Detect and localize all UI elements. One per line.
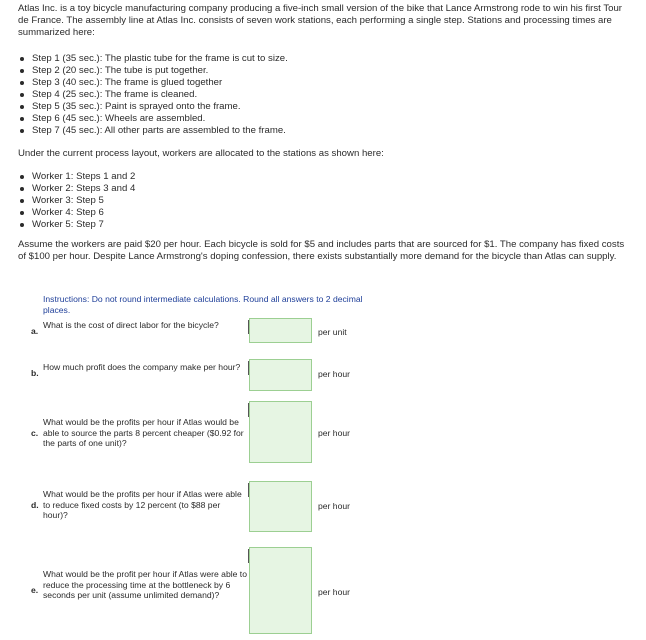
list-item: Step 5 (35 sec.): Paint is sprayed onto the frame. bbox=[18, 101, 288, 113]
question-letter: e. bbox=[31, 585, 39, 595]
assumptions-paragraph: Assume the workers are paid $20 per hour. Each bicycle is sold for $5 and includes parts that are sourced for $1. The company has fixed costs of $100 per hour. Despite Lance Armstrong's doping confession, there exists substantially more demand for the bicycle than Atlas can supply. bbox=[18, 239, 625, 262]
question-text: What is the cost of direct labor for the bicycle? bbox=[43, 320, 219, 330]
list-item: Step 2 (20 sec.): The tube is put together. bbox=[18, 65, 288, 77]
question-text: How much profit does the company make per hour? bbox=[43, 362, 241, 372]
question-letter: a. bbox=[31, 326, 39, 336]
unit-label: per hour bbox=[318, 501, 351, 511]
answer-input-e[interactable] bbox=[249, 547, 312, 634]
list-item: Worker 5: Step 7 bbox=[18, 219, 135, 231]
unit-label: per unit bbox=[318, 327, 347, 337]
answer-input-c[interactable] bbox=[249, 401, 312, 463]
unit-label: per hour bbox=[318, 369, 351, 379]
list-item: Step 1 (35 sec.): The plastic tube for the frame is cut to size. bbox=[18, 53, 288, 65]
question-text: What would be the profits per hour if Atlas were able to reduce fixed costs by 12 percent (to $88 per hour)? bbox=[43, 489, 242, 520]
list-item: Step 7 (45 sec.): All other parts are assembled to the frame. bbox=[18, 125, 288, 137]
list-item: Step 6 (45 sec.): Wheels are assembled. bbox=[18, 113, 288, 125]
question-d bbox=[31, 489, 251, 523]
allocation-paragraph: Under the current process layout, workers are allocated to the stations as shown here: bbox=[18, 148, 384, 159]
question-letter: c. bbox=[31, 428, 39, 438]
answer-input-a[interactable] bbox=[249, 318, 312, 343]
question-e bbox=[31, 569, 251, 613]
list-item: Worker 4: Step 6 bbox=[18, 207, 135, 219]
question-letter: d. bbox=[31, 500, 39, 510]
question-a bbox=[31, 320, 251, 344]
answer-input-d[interactable] bbox=[249, 481, 312, 532]
intro-paragraph: Atlas Inc. is a toy bicycle manufacturing company producing a five-inch small version of the bike that Lance Armstrong rode to win his first Tour de France. The assembly line at Atlas Inc. consists of seven work stations, each performing a single step. Stations and processing times are summarized here: bbox=[18, 3, 622, 38]
list-item: Step 3 (40 sec.): The frame is glued together bbox=[18, 77, 288, 89]
question-c bbox=[31, 417, 251, 451]
question-text: What would be the profit per hour if Atlas were able to reduce the processing time at the bottleneck by 6 seconds per unit (assume unlimited demand)? bbox=[43, 569, 247, 600]
list-item: Worker 1: Steps 1 and 2 bbox=[18, 171, 135, 183]
question-letter: b. bbox=[31, 368, 39, 378]
unit-label: per hour bbox=[318, 587, 351, 597]
list-item: Worker 3: Step 5 bbox=[18, 195, 135, 207]
unit-label: per hour bbox=[318, 428, 351, 438]
question-text: What would be the profits per hour if Atlas would be able to source the parts 8 percent cheaper ($0.92 for the parts of one unit)? bbox=[43, 417, 244, 448]
list-item: Worker 2: Steps 3 and 4 bbox=[18, 183, 135, 195]
steps-list bbox=[18, 53, 288, 137]
instructions-text: Instructions: Do not round intermediate calculations. Round all answers to 2 decimal places. bbox=[43, 294, 363, 315]
question-b bbox=[31, 362, 251, 386]
answer-input-b[interactable] bbox=[249, 359, 312, 391]
workers-list bbox=[18, 171, 135, 231]
list-item: Step 4 (25 sec.): The frame is cleaned. bbox=[18, 89, 288, 101]
